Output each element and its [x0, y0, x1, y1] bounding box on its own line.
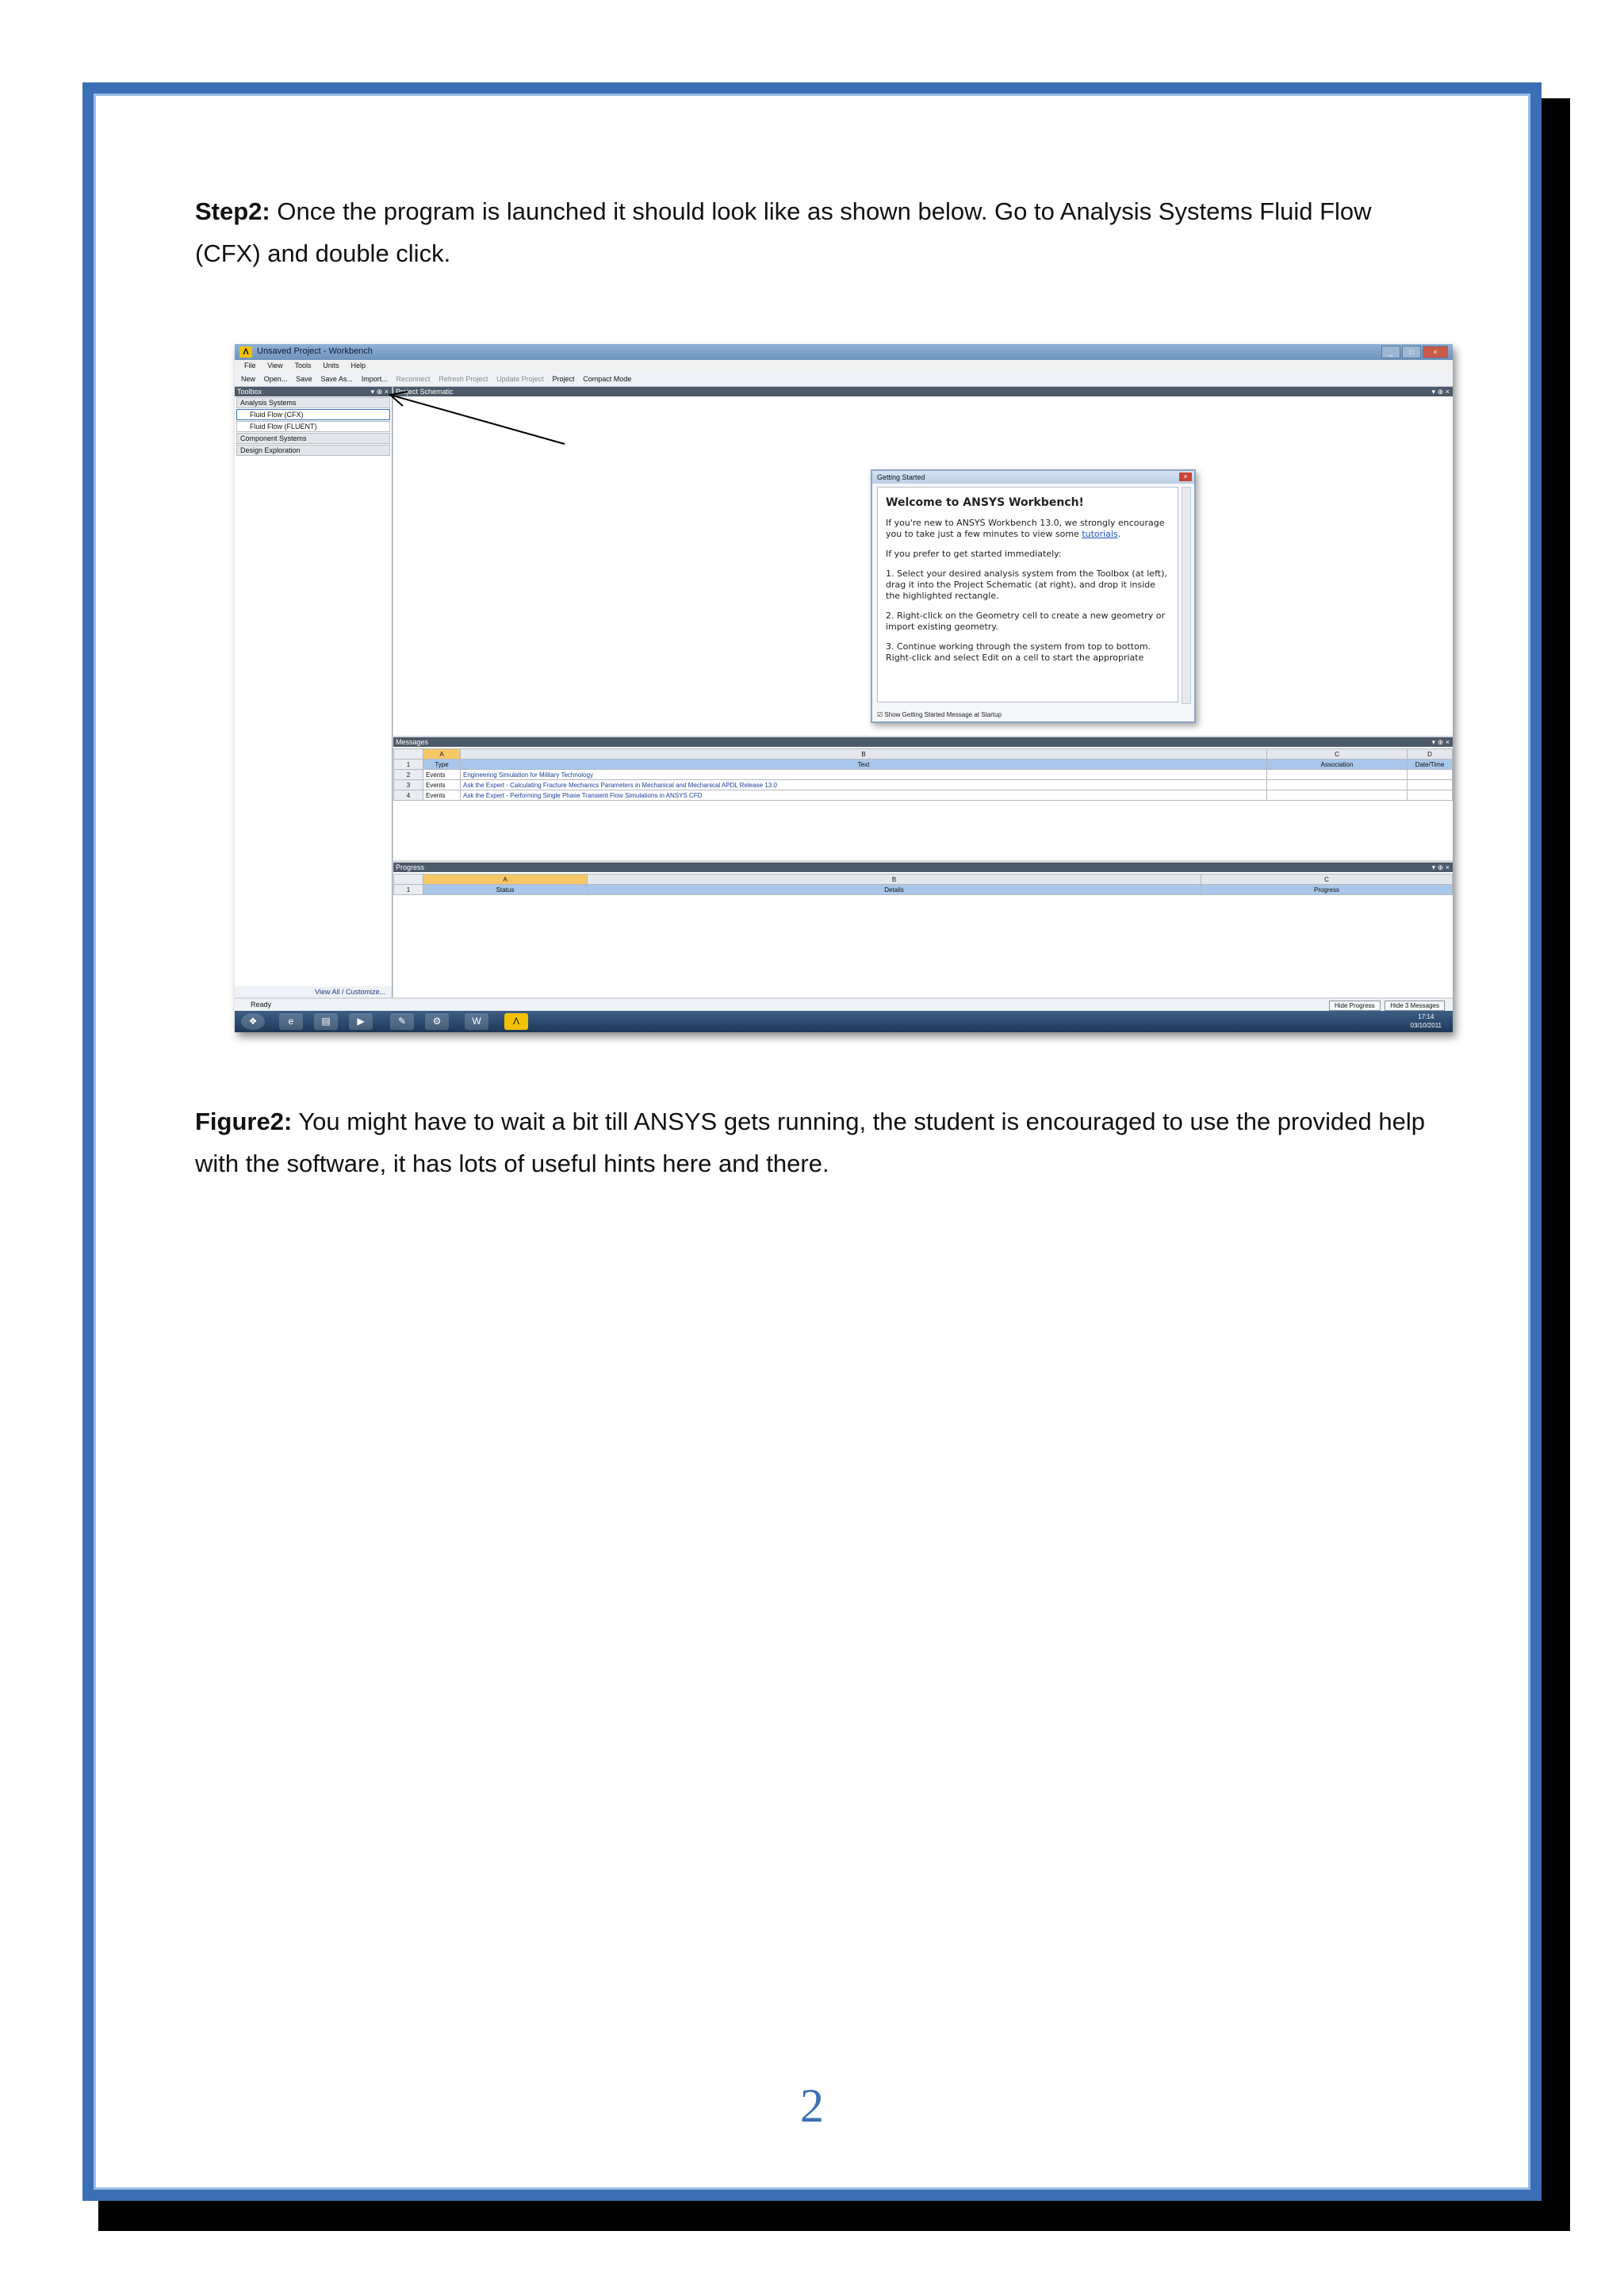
panel-controls-icon[interactable]: ▾ ⊕ × [1431, 863, 1450, 871]
tutorials-link[interactable]: tutorials [1082, 529, 1118, 539]
ansys-taskbar-icon[interactable]: Λ [504, 1013, 528, 1030]
figure-caption [195, 1100, 1432, 1184]
hide-progress-button[interactable]: Hide Progress [1329, 1001, 1381, 1011]
arrow-pointer-icon [385, 390, 568, 446]
col-b[interactable]: B [588, 874, 1201, 885]
row-number: 2 [394, 770, 423, 780]
step-label: Step2: [195, 197, 270, 225]
close-icon[interactable]: × [1423, 346, 1448, 358]
message-type: Events [423, 770, 461, 780]
project-tab[interactable]: Project [552, 375, 575, 383]
toolbox-fluid-flow-fluent[interactable]: Fluid Flow (FLUENT) [236, 421, 390, 432]
menu-view[interactable]: View [267, 362, 283, 369]
dialog-titlebar [872, 471, 1194, 484]
dialog-p1-end: . [1117, 529, 1121, 539]
clock-time: 17:14 [1418, 1013, 1434, 1020]
message-link[interactable]: Ask the Expert - Performing Single Phase Transient Flow Simulations in ANSYS CFD [461, 790, 1267, 801]
row-number: 3 [394, 780, 423, 790]
message-association [1267, 780, 1408, 790]
menu-tools[interactable]: Tools [294, 362, 312, 369]
page-number: 2 [800, 2080, 824, 2132]
messages-panel [393, 737, 1453, 860]
folder-icon[interactable]: ▤ [314, 1013, 338, 1030]
header-progress: Progress [1201, 885, 1453, 895]
messages-table [393, 748, 1453, 801]
start-button-icon[interactable]: ❖ [241, 1013, 265, 1030]
window-title: Unsaved Project - Workbench [257, 346, 373, 356]
dialog-p1-text: If you're new to ANSYS Workbench 13.0, we strongly encourage you to take just a few minutes to view some [886, 518, 1165, 539]
dialog-content [877, 487, 1178, 702]
progress-table [393, 874, 1453, 895]
step-paragraph [195, 190, 1432, 274]
table-row[interactable] [394, 780, 1453, 790]
header-text: Text [461, 760, 1267, 770]
startup-checkbox-label: Show Getting Started Message at Startup [884, 711, 1002, 718]
dialog-title: Getting Started [877, 473, 925, 481]
maximize-icon[interactable]: □ [1402, 346, 1421, 358]
toolbox-panel [235, 387, 393, 997]
message-type: Events [423, 780, 461, 790]
progress-header [393, 863, 1453, 872]
corner-cell [394, 749, 423, 760]
dialog-paragraph-4: 2. Right-click on the Geometry cell to create a new geometry or import existing geometry. [886, 610, 1165, 632]
status-buttons [1327, 1000, 1445, 1012]
minimize-icon[interactable]: _ [1381, 346, 1400, 358]
toolbox-footer [235, 986, 392, 997]
menu-units[interactable]: Units [323, 362, 339, 369]
message-date [1408, 780, 1453, 790]
row-number: 1 [394, 760, 423, 770]
table-row[interactable] [394, 790, 1453, 801]
messages-title: Messages [396, 738, 429, 746]
dialog-heading: Welcome to ANSYS Workbench! [886, 496, 1084, 509]
dialog-paragraph-5: 3. Continue working through the system from top to bottom. Right-click and select Edit on a cell to start the appropriate [886, 641, 1151, 663]
refresh-project-button[interactable]: Refresh Project [439, 375, 488, 383]
header-date-time: Date/Time [1408, 760, 1453, 770]
dialog-paragraph-3: 1. Select your desired analysis system from the Toolbox (at left), drag it into the Project Schematic (at right), and drop it inside the highlighted rectangle. [886, 568, 1167, 601]
col-a[interactable]: A [423, 874, 588, 885]
window-titlebar [235, 344, 1453, 360]
settings-icon[interactable]: ⚙ [425, 1013, 449, 1030]
compact-mode-button[interactable]: Compact Mode [583, 375, 632, 383]
dialog-close-icon[interactable]: × [1179, 473, 1192, 481]
reconnect-button[interactable]: Reconnect [396, 375, 431, 383]
message-date [1408, 770, 1453, 780]
menu-bar [235, 360, 1453, 372]
update-project-button[interactable]: Update Project [496, 375, 544, 383]
message-association [1267, 770, 1408, 780]
toolbox-component-systems[interactable]: Component Systems [236, 433, 390, 444]
toolbox-header [235, 387, 392, 396]
messages-header [393, 737, 1453, 747]
col-c[interactable]: C [1201, 874, 1453, 885]
dialog-paragraph-1 [886, 518, 1170, 540]
menu-help[interactable]: Help [350, 362, 366, 369]
dialog-paragraph-2: If you prefer to get started immediately: [886, 549, 1062, 559]
table-row[interactable] [394, 770, 1453, 780]
message-type: Events [423, 790, 461, 801]
col-c[interactable]: C [1267, 749, 1408, 760]
step-text: Once the program is launched it should look like as shown below. Go to Analysis Systems Fluid Flow (CFX) and double click. [195, 197, 1372, 267]
new-button[interactable]: New [241, 375, 256, 383]
row-number: 4 [394, 790, 423, 801]
startup-checkbox[interactable]: ☑ Show Getting Started Message at Startup [877, 711, 1002, 718]
toolbox-fluid-flow-cfx[interactable]: Fluid Flow (CFX) [236, 409, 390, 420]
toolbox-design-exploration[interactable]: Design Exploration [236, 445, 390, 456]
panel-controls-icon[interactable]: ▾ ⊕ × [1431, 738, 1450, 746]
col-d[interactable]: D [1408, 749, 1453, 760]
clock-date: 03/10/2011 [1410, 1022, 1442, 1029]
header-type: Type [423, 760, 461, 770]
message-link[interactable]: Engineering Simulation for Military Technology [461, 770, 1267, 780]
dialog-scrollbar[interactable] [1182, 487, 1191, 704]
panel-controls-icon[interactable]: ▾ ⊕ × [370, 388, 389, 396]
hide-messages-button[interactable]: Hide 3 Messages [1385, 1001, 1445, 1011]
figure-label: Figure2: [195, 1108, 293, 1135]
header-details: Details [588, 885, 1201, 895]
row-number: 1 [394, 885, 423, 895]
panel-controls-icon[interactable]: ▾ ⊕ × [1431, 388, 1450, 396]
status-bar [235, 999, 1453, 1011]
corner-cell [394, 874, 423, 885]
toolbox-analysis-systems[interactable]: Analysis Systems [236, 397, 390, 408]
message-link[interactable]: Ask the Expert - Calculating Fracture Mechanics Parameters in Mechanical and Mechanical APDL Release 13.0 [461, 780, 1267, 790]
figure-text: You might have to wait a bit till ANSYS gets running, the student is encouraged to use the provided help with the software, it has lots of useful hints here and there. [195, 1108, 1425, 1177]
menu-file[interactable]: File [244, 362, 256, 369]
ansys-logo-icon: Λ [239, 346, 252, 358]
status-text: Ready [251, 1001, 272, 1008]
toolbox-title: Toolbox [237, 388, 262, 396]
progress-title: Progress [396, 863, 425, 871]
col-b[interactable]: B [461, 749, 1267, 760]
header-status: Status [423, 885, 588, 895]
col-a[interactable]: A [423, 749, 461, 760]
media-player-icon[interactable]: ▶ [349, 1013, 373, 1030]
progress-panel [393, 863, 1453, 997]
header-association: Association [1267, 760, 1408, 770]
toolbar [235, 372, 1453, 387]
window-controls [1380, 346, 1448, 358]
paint-icon[interactable]: ✎ [390, 1013, 414, 1030]
message-date [1408, 790, 1453, 801]
word-icon[interactable]: W [465, 1013, 488, 1030]
view-all-link[interactable]: View All / Customize... [315, 988, 385, 996]
import-button[interactable]: Import... [361, 375, 388, 383]
system-clock[interactable] [1411, 1012, 1442, 1030]
save-button[interactable]: Save [296, 375, 312, 383]
internet-explorer-icon[interactable]: e [279, 1013, 303, 1030]
workbench-screenshot [235, 344, 1453, 1032]
open-button[interactable]: Open... [263, 375, 288, 383]
save-as-button[interactable]: Save As... [320, 375, 353, 383]
windows-taskbar [235, 1011, 1453, 1032]
message-association [1267, 790, 1408, 801]
getting-started-dialog [871, 469, 1196, 723]
schematic-title: Project Schematic [396, 388, 454, 396]
